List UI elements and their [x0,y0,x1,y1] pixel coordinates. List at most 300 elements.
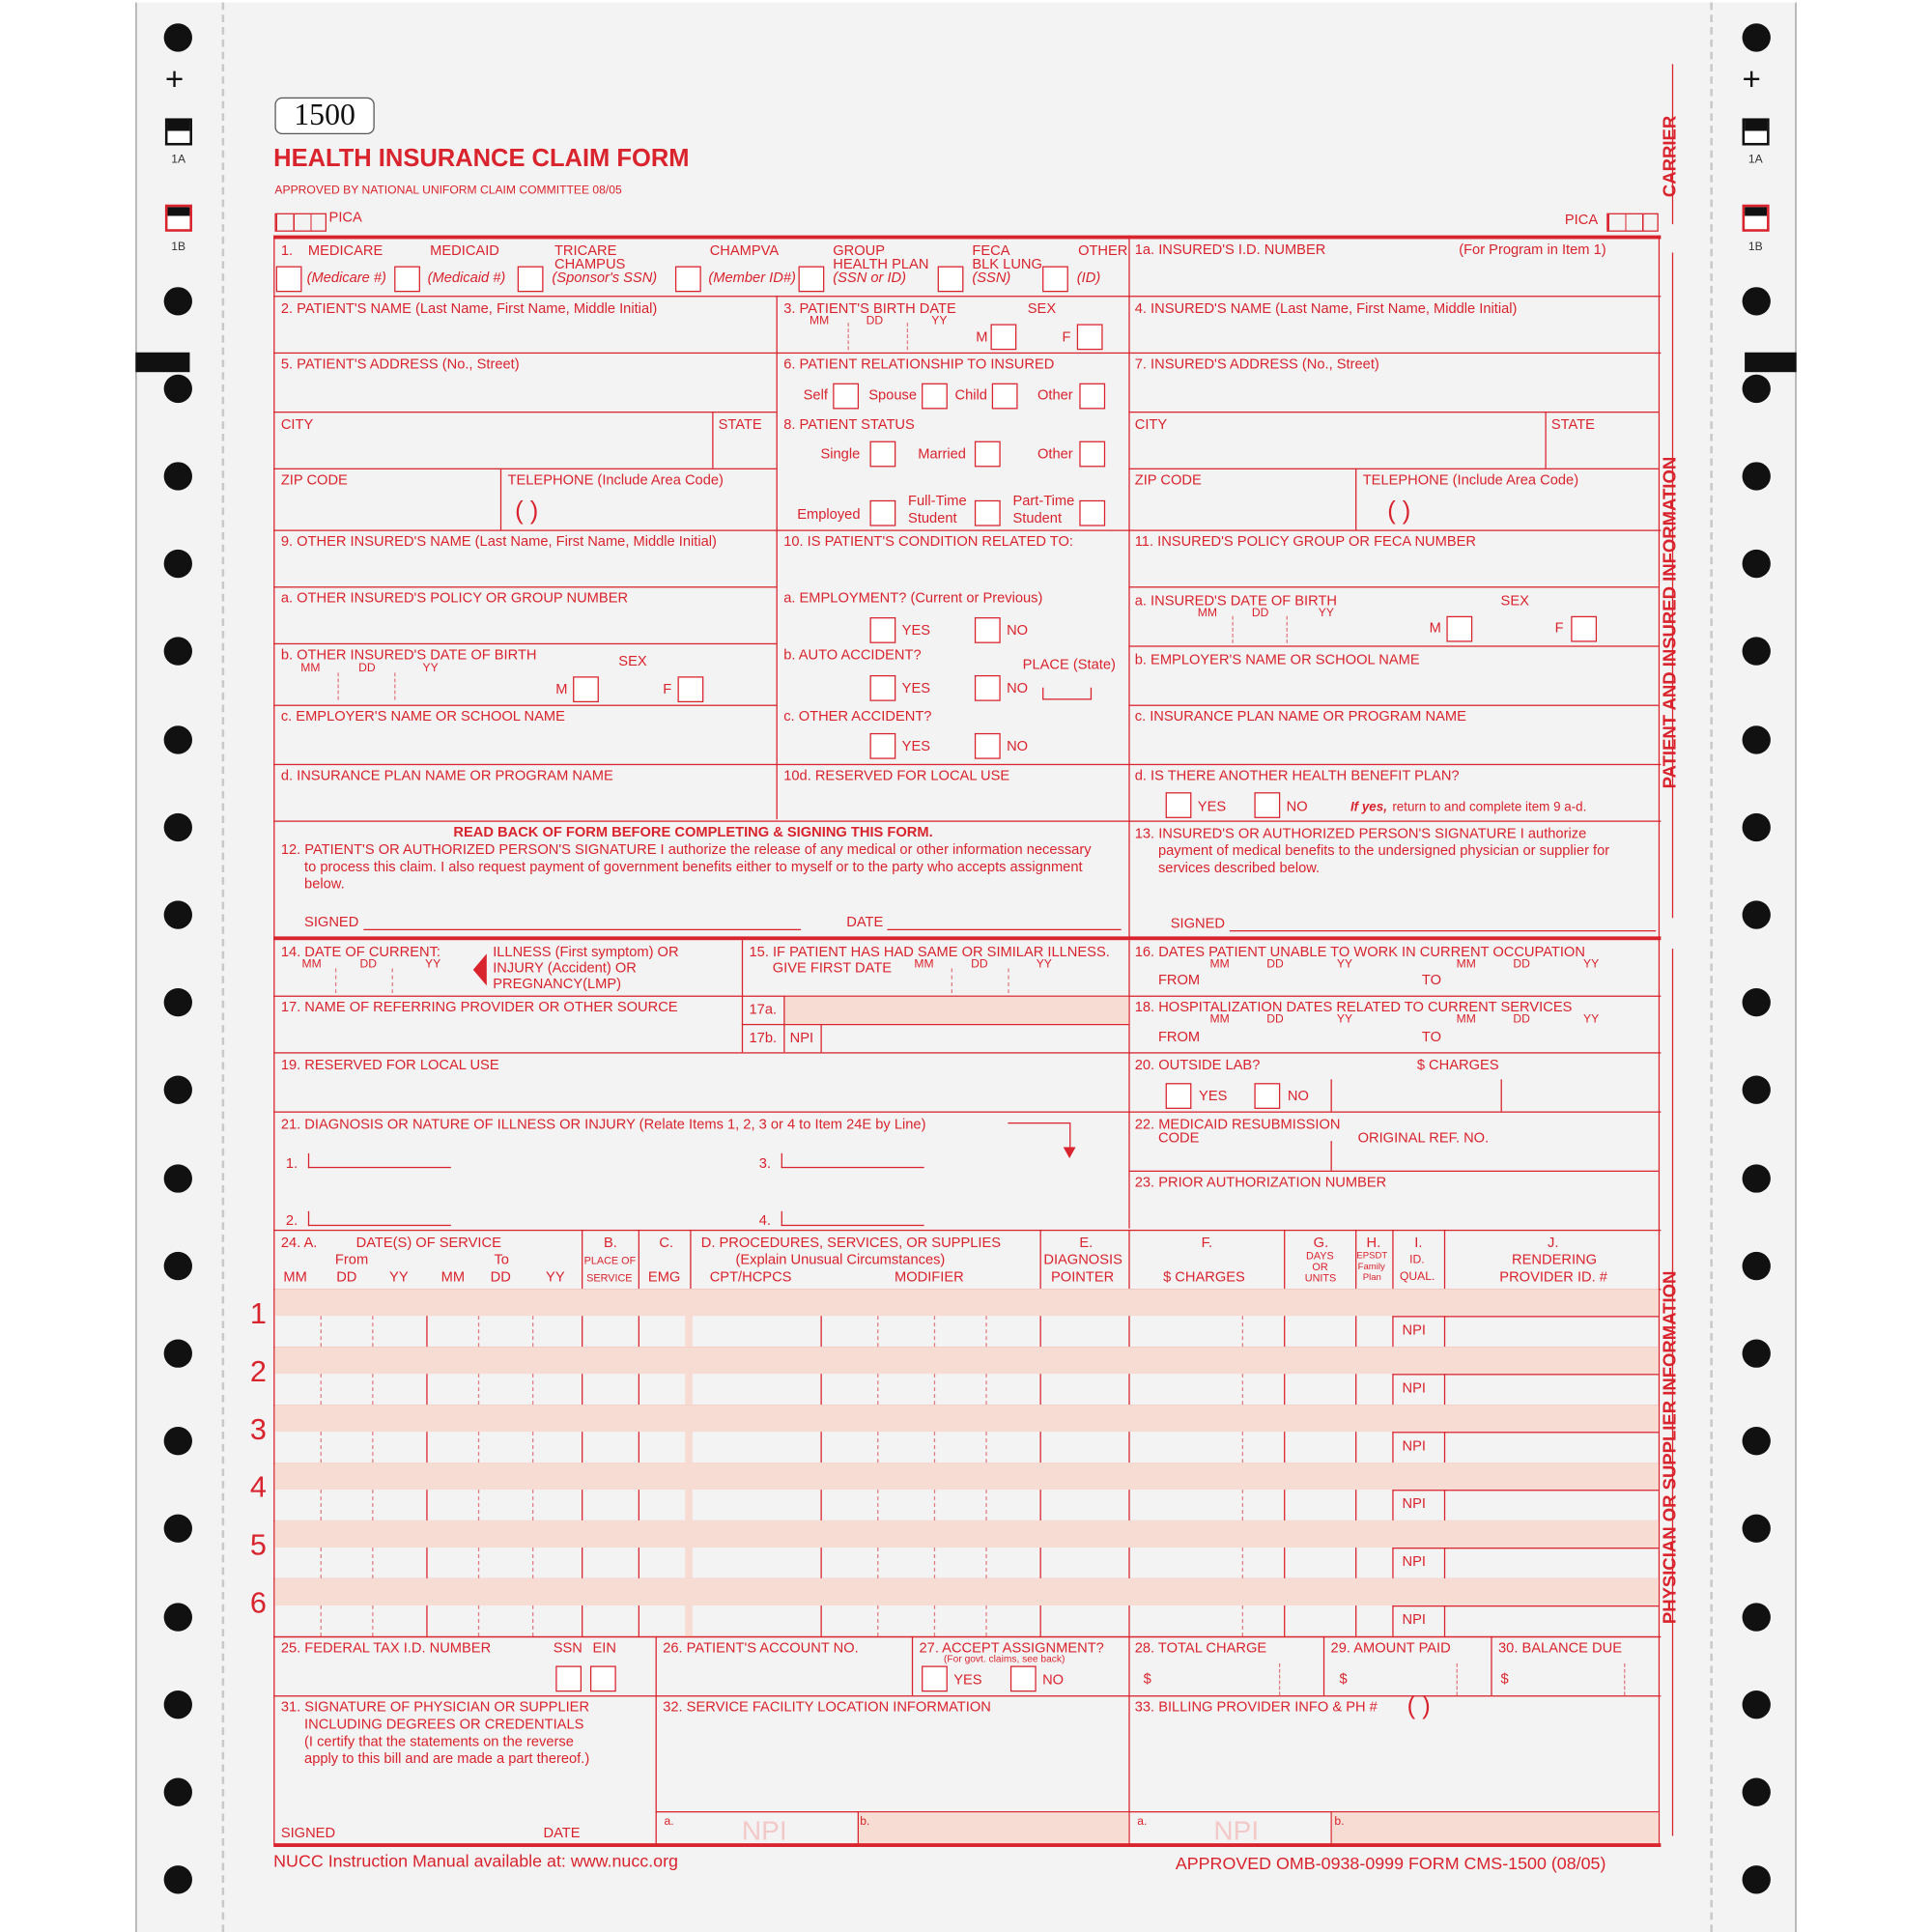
cpt-gap [685,1316,693,1347]
patient-signed-label: SIGNED [304,915,359,931]
item13-line1: 13. INSURED'S OR AUTHORIZED PERSON'S SIGNATURE I authorize [1134,826,1587,842]
tractor-hole [164,287,192,315]
tractor-hole [164,900,192,928]
column-divider [1284,1432,1285,1463]
service-line-shaded-row[interactable] [274,1463,1658,1490]
sex-f-label: F [1062,329,1071,346]
column-divider [1040,1432,1041,1463]
service-line-shaded-row[interactable] [274,1578,1658,1605]
column-divider [820,1316,821,1347]
column-divider [1355,1316,1356,1347]
column-divider [426,1316,427,1347]
accept-no-label: NO [1042,1673,1065,1689]
other-sex-label: SEX [618,654,647,669]
item25-label: 25. FEDERAL TAX I.D. NUMBER [280,1640,492,1657]
group-sub: (SSN or ID) [833,270,907,286]
item12-line2: to process this claim. I also request payment of government benefits either to myself or to the party who accepts assignment [304,860,1083,875]
unable-from-dd: DD [1266,957,1284,972]
column-divider [426,1432,427,1463]
lab-charges-label: $ CHARGES [1416,1058,1499,1073]
patient-zip-label: ZIP CODE [280,472,348,489]
column-divider [1040,1490,1041,1520]
patient-city-label: CITY [280,417,314,433]
form-number: 1500 [274,98,374,134]
ein-label: EIN [592,1640,616,1657]
column-divider [1392,1605,1393,1636]
column-divider [1128,1490,1129,1520]
outside-lab-yes-label: YES [1199,1089,1228,1104]
medicaid-label: MEDICAID [430,243,499,259]
employment-yes-checkbox[interactable] [870,617,896,643]
child-label: Child [954,387,987,404]
item13-line2: payment of medical benefits to the undersigned physician or supplier for [1157,843,1610,860]
column-divider [1128,1548,1129,1578]
place-state-field[interactable] [1042,688,1092,700]
or-label: OR [1312,1260,1328,1273]
item24h-label: H. [1366,1236,1381,1251]
other-plan-yes-checkbox[interactable] [1166,792,1192,818]
health-plan-label: HEALTH PLAN [833,257,929,272]
item11b-label: b. EMPLOYER'S NAME OR SCHOOL NAME [1134,653,1420,668]
item3-label: 3. PATIENT'S BIRTH DATE [783,301,956,317]
margin-label-1a: 1A [171,153,186,167]
item6-label: 6. PATIENT RELATIONSHIP TO INSURED [783,356,1055,373]
item2-label: 2. PATIENT'S NAME (Last Name, First Name, Middle Initial) [280,301,658,317]
dos-to-label: To [494,1253,509,1268]
item11c-label: c. INSURANCE PLAN NAME OR PROGRAM NAME [1134,709,1466,724]
npi-label: NPI [1402,1554,1426,1570]
ein-checkbox[interactable] [590,1665,616,1691]
feca-label: FECA [972,243,1010,259]
employment-no-label: NO [1007,623,1029,639]
column-divider [1392,1432,1393,1463]
column-divider [321,1548,322,1578]
feca-sub: (SSN) [972,270,1011,286]
item33a-npi-watermark: NPI [1213,1814,1260,1846]
patient-signature-line[interactable] [363,929,801,930]
item10a-label: a. EMPLOYMENT? (Current or Previous) [783,591,1043,607]
status-married-checkbox[interactable] [975,441,1001,468]
column-divider [1284,1316,1285,1347]
rendering-label: RENDERING [1512,1253,1598,1268]
column-divider [426,1548,427,1578]
other-sex-f-label: F [663,682,672,697]
insured-sex-f-checkbox[interactable] [1571,616,1597,642]
self-label: Self [803,387,828,404]
accept-yes-checkbox[interactable] [922,1665,948,1691]
current-yy: YY [425,957,441,972]
medicaid-checkbox[interactable] [394,267,420,293]
unable-to-label: TO [1421,973,1442,988]
registration-mark-icon [165,205,192,232]
diagnosis-2-field[interactable] [308,1211,451,1226]
column-divider [532,1605,533,1636]
champva-label: CHAMPVA [709,243,780,259]
item33a-label: a. [1137,1814,1148,1829]
column-divider [1242,1605,1243,1636]
down-arrow-icon [1064,1147,1076,1157]
service-line-shaded-row[interactable] [274,1289,1658,1316]
status-other-checkbox[interactable] [1079,441,1105,468]
column-divider [985,1432,986,1463]
status-employed-checkbox[interactable] [870,500,896,526]
column-divider [1392,1548,1393,1578]
tricare-label: TRICARE [554,243,617,259]
insured-sex-m-checkbox[interactable] [1446,616,1472,642]
cpt-label: CPT/HCPCS [709,1270,792,1286]
patient-phone-label: TELEPHONE (Include Area Code) [507,472,724,489]
other-checkbox[interactable] [1042,267,1068,293]
column-divider [934,1548,935,1578]
item17-label: 17. NAME OF REFERRING PROVIDER OR OTHER SOURCE [280,1000,678,1016]
illness-label: ILLNESS (First symptom) OR [493,945,679,960]
column-divider [877,1548,878,1578]
column-divider [478,1316,479,1347]
column-divider [372,1490,373,1520]
item17b-label: 17b. [749,1031,778,1046]
item9b-label: b. OTHER INSURED'S DATE OF BIRTH [280,647,537,664]
tractor-hole [164,1339,192,1367]
item9a-label: a. OTHER INSURED'S POLICY OR GROUP NUMBER [280,591,629,607]
other-plan-no-checkbox[interactable] [1254,792,1280,818]
cpt-gap [685,1490,693,1520]
column-divider [478,1432,479,1463]
feca-checkbox[interactable] [938,267,964,293]
relationship-other-checkbox[interactable] [1079,384,1105,410]
column-divider [985,1548,986,1578]
tractor-hole [164,374,192,402]
tractor-hole [164,725,192,753]
billing-area-code[interactable]: ( ) [1406,1692,1431,1720]
pointer-arrow-icon [473,953,487,985]
tractor-hole [1743,1339,1771,1367]
item31-line3: (I certify that the statements on the reverse [304,1734,574,1750]
row-divider [1392,1490,1659,1491]
fulltime-label: Full-Time [908,494,967,509]
patient-section-side-label: PATIENT AND INSURED INFORMATION [1661,456,1681,789]
service-line-shaded-row[interactable] [274,1347,1658,1374]
tractor-hole [1743,1252,1771,1280]
item24i-label: I. [1414,1236,1423,1251]
column-divider [321,1490,322,1520]
insured-dob-mm: MM [1197,606,1217,620]
margin-label-1b: 1B [171,240,186,254]
column-divider [478,1605,479,1636]
if-yes-label: If yes, [1350,799,1387,815]
give-first-date-label: GIVE FIRST DATE [772,960,893,977]
physician-date-label: DATE [543,1826,581,1841]
column-divider [1392,1490,1393,1520]
patient-sex-f-checkbox[interactable] [1077,324,1103,350]
blk-lung-label: BLK LUNG [972,257,1042,272]
insured-signed-label: SIGNED [1170,916,1225,932]
employment-yes-label: YES [901,623,931,639]
column-divider [532,1490,533,1520]
balance-dollar: $ [1500,1671,1509,1688]
item15-label: 15. IF PATIENT HAS HAD SAME OR SIMILAR ILLNESS. [749,945,1110,960]
item24c-label: C. [659,1236,674,1251]
column-divider [1040,1374,1041,1405]
item27-label: 27. ACCEPT ASSIGNMENT? [919,1640,1104,1657]
total-dollar: $ [1143,1671,1151,1688]
current-dd: DD [359,957,377,972]
patient-arrow [1672,252,1673,918]
unable-to-mm: MM [1456,957,1476,972]
auto-yes-checkbox[interactable] [870,675,896,701]
tractor-hole [164,1164,192,1192]
tractor-hole [164,1778,192,1806]
service-line-shaded-row[interactable] [274,1405,1658,1432]
column-divider [985,1490,986,1520]
column-divider [372,1605,373,1636]
other-accident-no-checkbox[interactable] [975,733,1001,759]
insured-signature-line[interactable] [1230,930,1656,931]
ssn-checkbox[interactable] [555,1665,582,1691]
if-yes-note: return to and complete item 9 a-d. [1392,799,1587,815]
item32-label: 32. SERVICE FACILITY LOCATION INFORMATION [663,1700,991,1716]
hosp-from-label: FROM [1157,1030,1201,1045]
tractor-hole [1743,374,1771,402]
column-divider [1284,1490,1285,1520]
hosp-to-yy: YY [1583,1012,1600,1027]
mid-rule [777,296,778,819]
column-divider [1128,1374,1129,1405]
similar-yy: YY [1036,957,1052,972]
diagnosis-3-field[interactable] [781,1153,924,1168]
status-parttime-checkbox[interactable] [1079,500,1105,526]
epsdt-label: EPSDT [1356,1249,1388,1261]
item31-line1: 31. SIGNATURE OF PHYSICIAN OR SUPPLIER [280,1700,590,1716]
service-line-shaded-row[interactable] [274,1520,1658,1548]
relationship-spouse-checkbox[interactable] [922,384,948,410]
relationship-child-checkbox[interactable] [992,384,1018,410]
physician-section-side-label: PHYSICIAN OR SUPPLIER INFORMATION [1661,1270,1681,1625]
current-mm: MM [301,957,322,972]
form-title: HEALTH INSURANCE CLAIM FORM [273,145,690,173]
tricare-checkbox[interactable] [518,267,544,293]
row-divider [1392,1374,1659,1375]
column-divider [877,1374,878,1405]
parttime-student-label: Student [1012,511,1063,526]
tractor-hole [164,1603,192,1631]
footer-omb: APPROVED OMB-0938-0999 FORM CMS-1500 (08/05) [1175,1853,1606,1873]
item9d-label: d. INSURANCE PLAN NAME OR PROGRAM NAME [280,768,613,784]
item28-label: 28. TOTAL CHARGE [1134,1640,1267,1657]
column-divider [372,1374,373,1405]
column-divider [1242,1548,1243,1578]
tractor-hole [1743,1778,1771,1806]
column-divider [877,1316,878,1347]
column-divider [372,1316,373,1347]
tractor-hole [1743,287,1771,315]
physician-signed-label: SIGNED [280,1826,336,1841]
employment-no-checkbox[interactable] [975,617,1001,643]
column-divider [1128,1605,1129,1636]
column-divider [532,1316,533,1347]
status-other-label: Other [1037,447,1073,463]
other-sub: (ID) [1076,270,1101,286]
medicare-checkbox[interactable] [276,267,302,293]
place-of-service-label: PLACE OF [583,1254,637,1267]
status-fulltime-checkbox[interactable] [975,500,1001,526]
other-sex-f-checkbox[interactable] [678,676,704,702]
column-divider [1355,1432,1356,1463]
champva-checkbox[interactable] [675,267,701,293]
insured-state-label: STATE [1550,417,1595,433]
other-label: OTHER [1078,243,1128,259]
other-plan-no-label: NO [1286,799,1308,815]
column-divider [426,1374,427,1405]
dos-from-yy: YY [389,1270,409,1286]
dob-yy: YY [931,314,948,328]
champus-label: CHAMPUS [554,257,626,272]
diagnosis-4-field[interactable] [781,1211,924,1226]
column-divider [877,1605,878,1636]
medicaid-sub: (Medicaid #) [427,270,506,286]
paid-dollar: $ [1339,1671,1348,1688]
outside-lab-no-checkbox[interactable] [1254,1083,1280,1109]
hosp-from-mm: MM [1209,1012,1230,1027]
column-divider [1242,1490,1243,1520]
column-divider [1392,1374,1393,1405]
item1-label: 1. [280,243,294,259]
column-divider [1355,1548,1356,1578]
footer-nucc: NUCC Instruction Manual available at: www.nucc.org [273,1850,679,1871]
column-divider [1040,1548,1041,1578]
dos-from-mm: MM [283,1270,307,1286]
pregnancy-label: PREGNANCY(LMP) [493,977,622,992]
item31-line4: apply to this bill and are made a part thereof.) [304,1751,590,1768]
item21-label: 21. DIAGNOSIS OR NATURE OF ILLNESS OR INJURY (Relate Items 1, 2, 3 or 4 to Item 24E by Line) [280,1117,926,1133]
item13-line3: services described below. [1157,861,1321,876]
service-line-number: 1 [249,1297,267,1331]
item24b-label: B. [603,1236,617,1251]
item5-label: 5. PATIENT'S ADDRESS (No., Street) [280,356,520,373]
column-divider [934,1605,935,1636]
tractor-hole [164,813,192,841]
column-divider [426,1490,427,1520]
auto-no-checkbox[interactable] [975,675,1001,701]
qual-label: QUAL. [1399,1270,1435,1285]
outside-lab-yes-checkbox[interactable] [1166,1083,1192,1109]
patient-area-code[interactable]: ( ) [515,497,539,526]
npi-label: NPI [1402,1380,1426,1397]
column-divider [1355,1490,1356,1520]
insured-sex-label: SEX [1500,593,1529,610]
perforation-right [1710,3,1713,1932]
group-health-checkbox[interactable] [799,267,825,293]
column-divider [1284,1605,1285,1636]
insured-area-code[interactable]: ( ) [1387,497,1411,526]
item17a-label: 17a. [749,1003,778,1018]
column-divider [372,1432,373,1463]
spouse-label: Spouse [868,387,917,404]
readback-notice: READ BACK OF FORM BEFORE COMPLETING & SIGNING THIS FORM. [453,825,933,840]
item1a-note: (For Program in Item 1) [1459,242,1606,258]
accept-no-checkbox[interactable] [1010,1665,1037,1691]
registration-mark-icon [1743,118,1770,145]
column-divider [985,1605,986,1636]
item32b-label: b. [860,1814,870,1829]
charges-label: $ CHARGES [1163,1270,1245,1286]
tractor-hole [1743,1164,1771,1192]
item11a-label: a. INSURED'S DATE OF BIRTH [1134,593,1338,610]
patient-date-line[interactable] [887,929,1121,930]
group-label: GROUP [833,243,886,259]
patient-sex-m-checkbox[interactable] [991,324,1017,350]
column-divider [1242,1316,1243,1347]
married-label: Married [918,447,966,463]
column-divider [478,1548,479,1578]
item10d-label: 10d. RESERVED FOR LOCAL USE [783,768,1010,784]
single-label: Single [820,447,861,463]
service-line-number: 5 [249,1528,267,1563]
item19-label: 19. RESERVED FOR LOCAL USE [280,1058,499,1073]
service-line-number: 4 [249,1470,267,1505]
item22-label: 22. MEDICAID RESUBMISSION [1134,1117,1341,1133]
diagnosis-label: DIAGNOSIS [1043,1253,1122,1268]
column-divider [877,1432,878,1463]
column-divider [1040,1605,1041,1636]
insured-zip-label: ZIP CODE [1134,472,1202,489]
perforation-left [222,3,225,1932]
item24e-label: E. [1079,1236,1094,1251]
service-label: SERVICE [586,1271,633,1285]
status-single-checkbox[interactable] [870,441,896,468]
other-sex-m-label: M [555,682,568,697]
item24a-label: 24. A. [280,1236,318,1251]
relationship-self-checkbox[interactable] [833,384,859,410]
column-divider [820,1374,821,1405]
margin-label-1a: 1A [1747,153,1763,167]
column-divider [321,1374,322,1405]
diagnosis-1-field[interactable] [308,1153,451,1168]
other-accident-yes-checkbox[interactable] [870,733,896,759]
explain-label: (Explain Unusual Circumstances) [735,1253,946,1268]
column-divider [820,1490,821,1520]
crosshair-icon: + [164,60,185,98]
item12-line1: 12. PATIENT'S OR AUTHORIZED PERSON'S SIGNATURE I authorize the release of any medical or other information necessary [280,842,1092,858]
champva-sub: (Member ID#) [708,270,796,286]
medicare-sub: (Medicare #) [306,270,386,286]
cpt-gap [685,1432,693,1463]
item4-label: 4. INSURED'S NAME (Last Name, First Name, Middle Initial) [1134,301,1518,317]
insured-sex-m-label: M [1429,620,1441,637]
item10c-label: c. OTHER ACCIDENT? [783,709,932,724]
registration-mark-icon [165,118,192,145]
employed-label: Employed [797,507,861,523]
npi-label: NPI [1402,1322,1426,1339]
item9-label: 9. OTHER INSURED'S NAME (Last Name, First Name, Middle Initial) [280,534,717,550]
column-divider [1355,1374,1356,1405]
place-state-label: PLACE (State) [1022,658,1116,673]
item20-label: 20. OUTSIDE LAB? [1134,1058,1261,1073]
other-sex-m-checkbox[interactable] [573,676,599,702]
carrier-arrow [1672,64,1673,224]
ssn-label: SSN [553,1640,582,1657]
column-divider [877,1490,878,1520]
service-line-number: 6 [249,1586,267,1621]
similar-dd: DD [971,957,988,972]
emg-label: EMG [647,1270,681,1286]
column-divider [934,1316,935,1347]
tractor-hole [1743,462,1771,490]
dates-of-service-label: DATE(S) OF SERVICE [355,1236,501,1251]
insured-dob-yy: YY [1318,606,1334,620]
patient-date-label: DATE [846,915,884,931]
outside-lab-no-label: NO [1287,1089,1309,1104]
dob-mm: MM [810,314,830,328]
